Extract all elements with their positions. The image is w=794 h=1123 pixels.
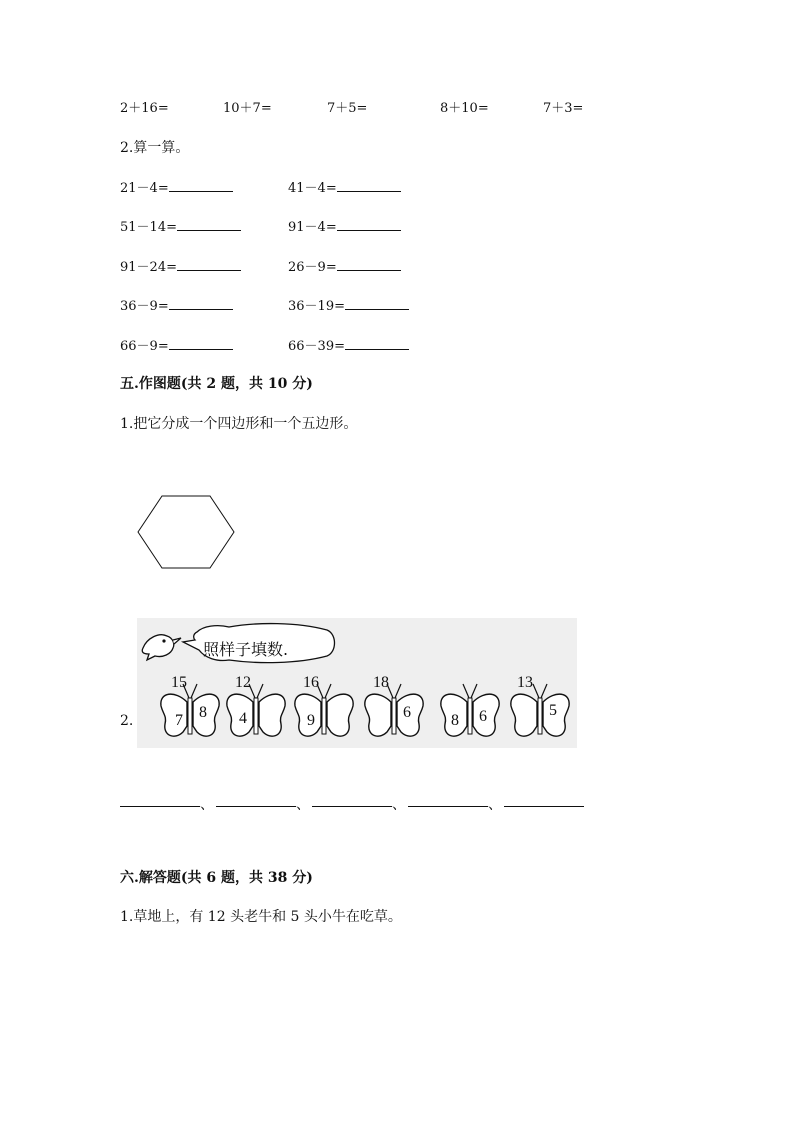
butterfly-puzzle-image [137,618,577,748]
butterfly [289,676,357,752]
butterfly-right-number: 6 [479,708,487,725]
question-text: 1.草地上，有 12 头老牛和 5 头小牛在吃草。 [120,909,402,925]
question-number: 2. [120,713,134,729]
butterfly-top-number: 15 [171,674,187,691]
separator: 、 [200,797,214,813]
section-title: 六.解答题(共 6 题，共 38 分) [120,870,313,886]
answer-blank[interactable] [337,218,401,231]
hexagon-figure[interactable] [134,492,240,572]
answer-blank[interactable] [177,258,241,271]
answer-blank[interactable] [177,218,241,231]
butterfly [435,676,503,752]
speech-text: 照样子填数. [203,640,289,659]
answer-blank[interactable] [345,337,409,350]
butterfly-left-number: 7 [175,712,183,729]
equation: 2＋16= [120,101,169,116]
subtraction-item: 41－4= [288,177,401,196]
butterfly [359,676,427,752]
question-title: 2.算一算。 [120,140,190,156]
subtraction-item: 26－9= [288,256,401,275]
answer-blank[interactable] [169,297,233,310]
butterfly-right-number: 6 [403,704,411,721]
butterfly-left-number: 8 [451,712,459,729]
equation: 7＋3= [543,101,584,116]
equation: 10＋7= [223,101,272,116]
subtraction-item: 91－24= [120,256,241,275]
answer-line[interactable] [312,806,392,807]
answer-line[interactable] [120,806,200,807]
answer-line[interactable] [216,806,296,807]
subtraction-item: 36－9= [120,295,233,314]
subtraction-item: 51－14= [120,216,241,235]
subtraction-item: 66－39= [288,335,409,354]
butterfly-top-number: 16 [303,674,319,691]
answer-line[interactable] [504,806,584,807]
answer-blank[interactable] [337,258,401,271]
butterfly-top-number: 12 [235,674,251,691]
subtraction-item: 21－4= [120,177,233,196]
separator: 、 [392,797,406,813]
subtraction-item: 66－9= [120,335,233,354]
subtraction-item: 91－4= [288,216,401,235]
butterfly-top-number: 13 [517,674,533,691]
butterfly-left-number: 9 [307,712,315,729]
answer-blank[interactable] [169,337,233,350]
separator: 、 [296,797,310,813]
subtraction-item: 36－19= [288,295,409,314]
butterfly-top-number: 18 [373,674,389,691]
butterfly [221,676,289,752]
answer-blank[interactable] [345,297,409,310]
answer-blank[interactable] [337,179,401,192]
separator: 、 [488,797,502,813]
equation: 7＋5= [327,101,368,116]
section-title: 五.作图题(共 2 题，共 10 分) [120,376,313,392]
butterfly [155,676,223,752]
answer-line[interactable] [408,806,488,807]
butterfly [505,676,573,752]
answer-blank[interactable] [169,179,233,192]
question-text: 1.把它分成一个四边形和一个五边形。 [120,416,358,432]
bird-icon [142,635,174,660]
equation: 8＋10= [440,101,489,116]
butterfly-right-number: 5 [549,702,557,719]
butterfly-right-number: 8 [199,704,207,721]
butterfly-left-number: 4 [239,710,247,727]
